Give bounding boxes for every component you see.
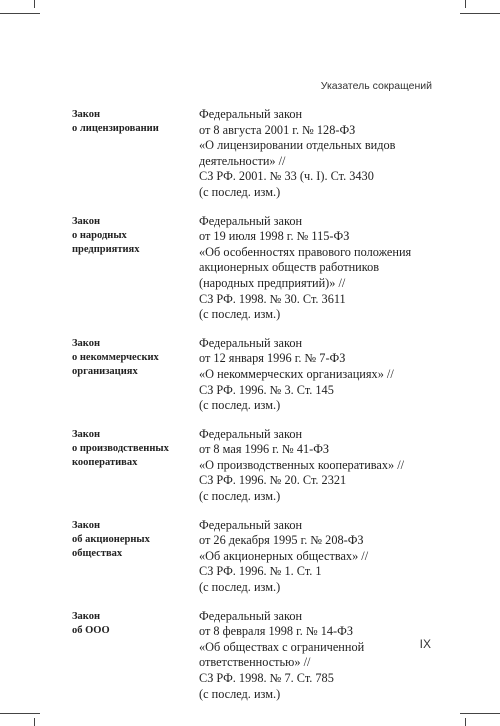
term-line: о лицензировании — [72, 123, 159, 134]
desc-line: (с послед. изм.) — [199, 489, 281, 504]
abbreviation-list — [72, 107, 442, 715]
abbreviation-entry — [72, 336, 442, 414]
desc-line: Федеральный закон — [199, 608, 303, 623]
term-line: о некоммерческих — [72, 351, 159, 363]
desc-line: от 8 мая 1996 г. № 41-ФЗ — [199, 442, 330, 457]
entry-description — [199, 336, 442, 414]
desc-line: (с послед. изм.) — [199, 184, 281, 199]
term-line: о народных — [72, 229, 127, 241]
abbreviation-entry — [72, 214, 442, 323]
desc-line: Федеральный закон — [199, 517, 303, 532]
term-line: Закон — [72, 519, 101, 531]
desc-line: Федеральный закон — [199, 213, 303, 228]
term-line: организациях — [72, 365, 138, 377]
desc-line: (с послед. изм.) — [199, 398, 281, 413]
desc-line: от 8 февраля 1998 г. № 14-ФЗ — [199, 624, 354, 639]
crop-mark-bottom-left-h — [0, 713, 40, 714]
entry-term — [72, 337, 192, 379]
desc-line: ответственностью» // — [199, 655, 311, 670]
term-line: Закон — [72, 610, 101, 622]
desc-line: (с послед. изм.) — [199, 686, 281, 701]
desc-line: деятельности» // — [199, 153, 286, 168]
crop-mark-top-right-v — [465, 0, 466, 8]
desc-line: акционерных обществ работников — [199, 260, 380, 275]
crop-mark-bottom-left-v — [34, 718, 35, 726]
desc-line: Федеральный закон — [199, 107, 303, 121]
abbreviation-entry — [72, 609, 442, 703]
desc-line: (с послед. изм.) — [199, 307, 281, 322]
desc-line: «Об особенностях правового положения — [199, 244, 412, 259]
desc-line: от 19 июля 1998 г. № 115-ФЗ — [199, 229, 350, 244]
entry-term — [72, 108, 192, 136]
term-line: об акционерных — [72, 533, 150, 545]
desc-line: от 26 декабря 1995 г. № 208-ФЗ — [199, 533, 364, 548]
desc-line: «Об обществах с ограниченной — [199, 639, 365, 654]
desc-line: Федеральный закон — [199, 426, 303, 441]
desc-line: «О производственных кооперативах» // — [199, 457, 405, 472]
entry-term — [72, 428, 192, 470]
crop-mark-bottom-right-h — [460, 713, 500, 714]
desc-line: (народных предприятий)» // — [199, 275, 346, 290]
desc-line: от 12 января 1996 г. № 7-ФЗ — [199, 351, 346, 366]
term-line: Закон — [72, 109, 101, 120]
crop-mark-bottom-right-v — [465, 718, 466, 726]
desc-line: СЗ РФ. 1998. № 7. Ст. 785 — [199, 671, 334, 685]
desc-line: «О лицензировании отдельных видов — [199, 138, 396, 153]
crop-mark-top-left-v — [34, 0, 35, 8]
desc-line: от 8 августа 2001 г. № 128-ФЗ — [199, 122, 356, 137]
running-header: Указатель сокращений — [320, 80, 432, 92]
desc-line: СЗ РФ. 2001. № 33 (ч. I). Ст. 3430 — [199, 169, 374, 184]
entry-description — [199, 609, 442, 703]
entry-term — [72, 519, 192, 561]
term-line: Закон — [72, 215, 101, 227]
term-line: об ООО — [72, 624, 110, 636]
desc-line: «О некоммерческих организациях» // — [199, 366, 394, 381]
desc-line: Федеральный закон — [199, 335, 303, 350]
term-line: о производственных — [72, 442, 169, 454]
desc-line: СЗ РФ. 1996. № 3. Ст. 145 — [199, 382, 334, 397]
desc-line: (с послед. изм.) — [199, 580, 281, 595]
abbreviation-entry — [72, 427, 442, 505]
abbreviation-entry — [72, 107, 442, 201]
desc-line: СЗ РФ. 1996. № 20. Ст. 2321 — [199, 473, 347, 488]
abbreviation-entry — [72, 518, 442, 596]
desc-line: СЗ РФ. 1998. № 30. Ст. 3611 — [199, 291, 346, 306]
entry-description — [199, 427, 442, 505]
entry-description — [199, 518, 442, 596]
entry-description — [199, 107, 442, 201]
crop-mark-top-left-h — [0, 13, 40, 14]
term-line: кооперативах — [72, 456, 138, 468]
term-line: обществах — [72, 547, 123, 559]
desc-line: «Об акционерных обществах» // — [199, 548, 369, 563]
entry-term — [72, 610, 192, 638]
term-line: предприятиях — [72, 243, 140, 255]
term-line: Закон — [72, 428, 101, 440]
entry-description — [199, 214, 442, 323]
page-number: IX — [419, 637, 431, 651]
desc-line: СЗ РФ. 1996. № 1. Ст. 1 — [199, 564, 322, 579]
term-line: Закон — [72, 337, 101, 349]
crop-mark-top-right-h — [460, 13, 500, 14]
entry-term — [72, 215, 192, 257]
